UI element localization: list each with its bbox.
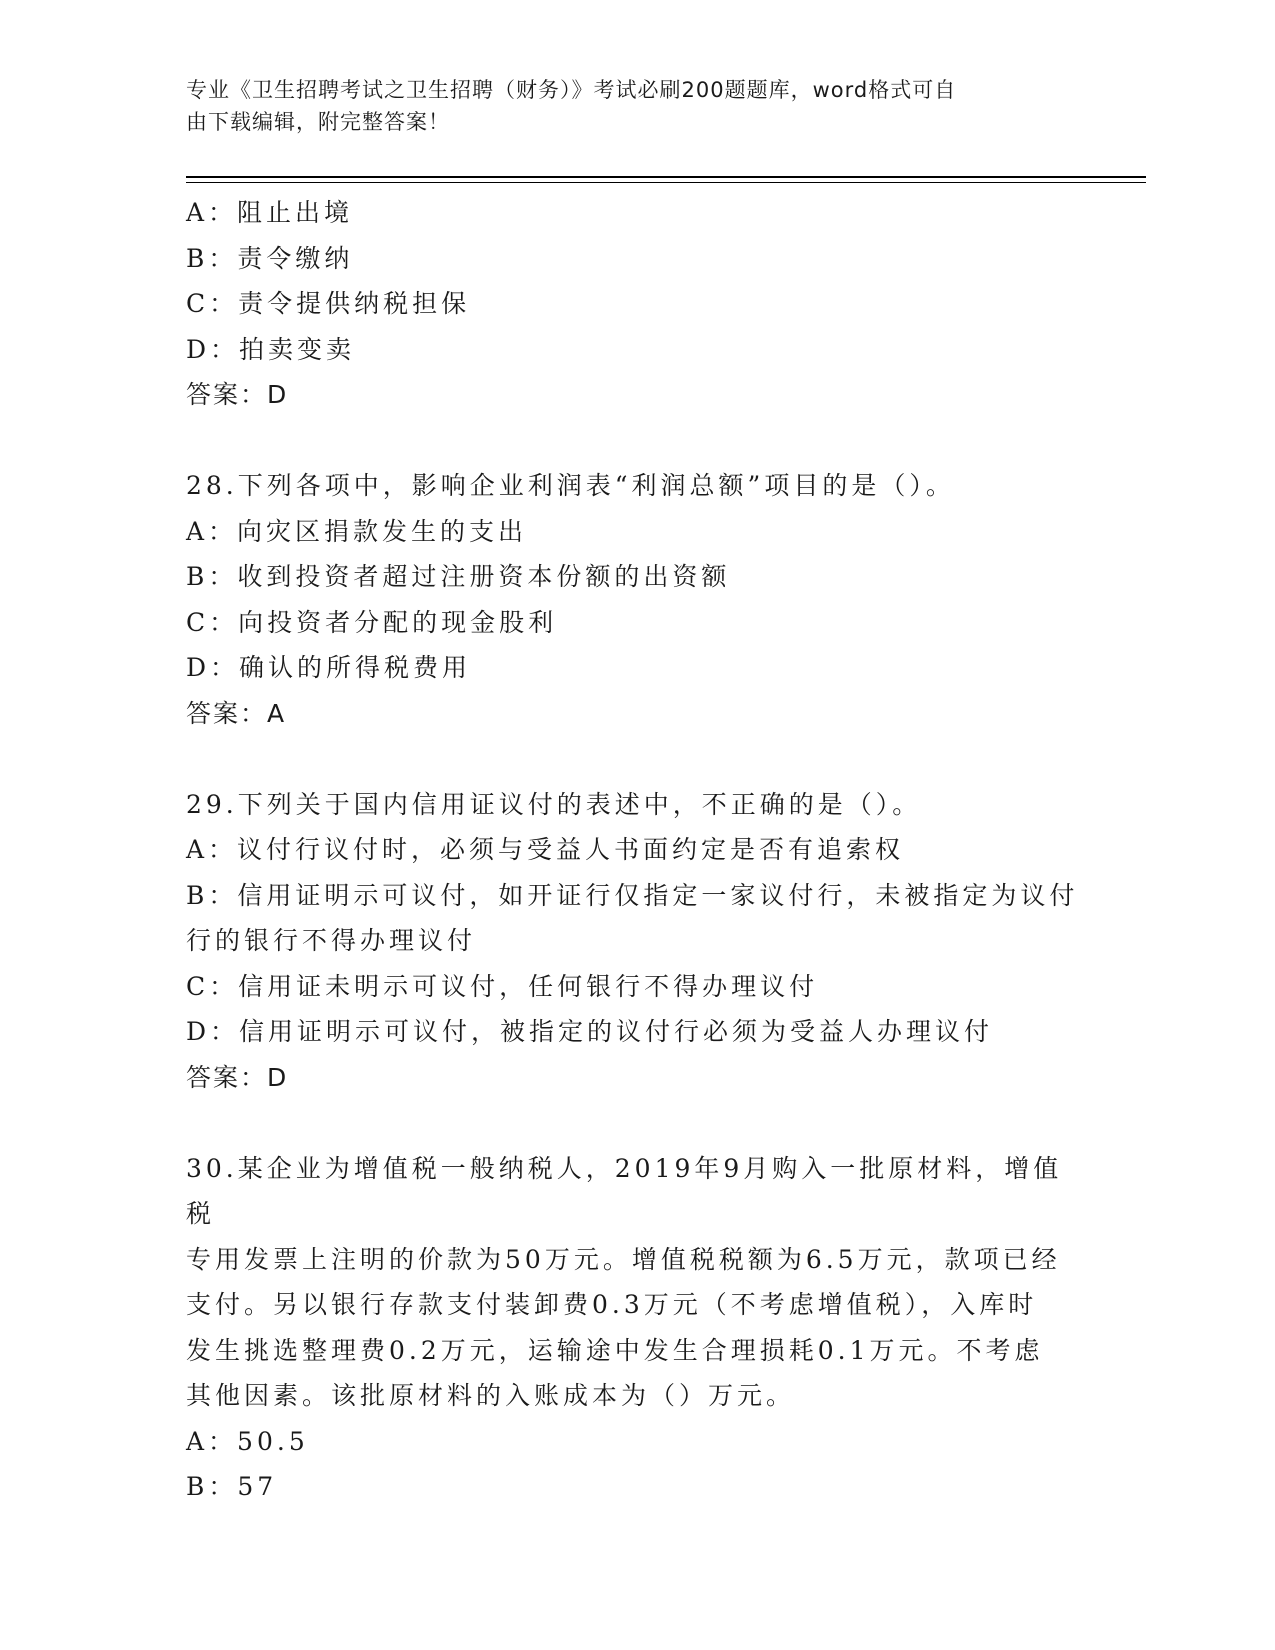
- header-rule-thin: [186, 182, 1146, 183]
- answer: 答案：D: [186, 1062, 289, 1092]
- question-stem-line: 30.某企业为增值税一般纳税人，2019年9月购入一批原材料，增值税: [186, 1153, 1063, 1228]
- header-line-1: 专业《卫生招聘考试之卫生招聘（财务）》考试必刷200题题库，word格式可自: [186, 78, 957, 102]
- header-line-2: 由下载编辑，附完整答案！: [186, 110, 450, 134]
- header-rule-thick: [186, 176, 1146, 178]
- question-content: [186, 190, 1086, 1510]
- option-c: C：向投资者分配的现金股利: [186, 607, 558, 637]
- option-d: D：信用证明示可议付，被指定的议付行必须为受益人办理议付: [186, 1017, 994, 1046]
- spacer: [186, 418, 1086, 464]
- spacer: [186, 736, 1086, 782]
- document-header: [186, 74, 1066, 138]
- option-c: C：信用证未明示可议付，任何银行不得办理议付: [186, 971, 819, 1001]
- question-stem: 28.下列各项中，影响企业利润表“利润总额”项目的是（）。: [186, 471, 955, 500]
- option-a: A：议付行议付时，必须与受益人书面约定是否有追索权: [186, 835, 905, 864]
- option-d: D：确认的所得税费用: [186, 653, 472, 682]
- option-a: A：阻止出境: [186, 198, 354, 227]
- question-30: [186, 1146, 1086, 1510]
- option-b: B：责令缴纳: [186, 243, 354, 273]
- question-28: [186, 463, 1086, 736]
- question-27-options: [186, 190, 1086, 418]
- answer: 答案：D: [186, 380, 289, 409]
- question-29: [186, 782, 1086, 1101]
- question-stem: 29.下列关于国内信用证议付的表述中，不正确的是（）。: [186, 789, 922, 819]
- option-b: B：信用证明示可议付，如开证行仅指定一家议付行，未被指定为议付: [186, 880, 1079, 910]
- option-a: A：50.5: [186, 1426, 309, 1456]
- question-stem-line: 支付。另以银行存款支付装卸费0.3万元（不考虑增值税），入库时: [186, 1290, 1038, 1319]
- question-stem-line: 专用发票上注明的价款为50万元。增值税税额为6.5万元，款项已经: [186, 1244, 1061, 1274]
- question-stem-line: 发生挑选整理费0.2万元，运输途中发生合理损耗0.1万元。不考虑: [186, 1335, 1044, 1365]
- option-b-continued: 行的银行不得办理议付: [186, 926, 477, 955]
- option-a: A：向灾区捐款发生的支出: [186, 516, 528, 546]
- question-stem-line: 其他因素。该批原材料的入账成本为（）万元。: [186, 1381, 796, 1410]
- option-c: C：责令提供纳税担保: [186, 289, 471, 318]
- answer: 答案：A: [186, 698, 287, 728]
- option-b: B：57: [186, 1472, 278, 1501]
- option-d: D：拍卖变卖: [186, 334, 356, 364]
- spacer: [186, 1100, 1086, 1146]
- option-b: B：收到投资者超过注册资本份额的出资额: [186, 562, 731, 591]
